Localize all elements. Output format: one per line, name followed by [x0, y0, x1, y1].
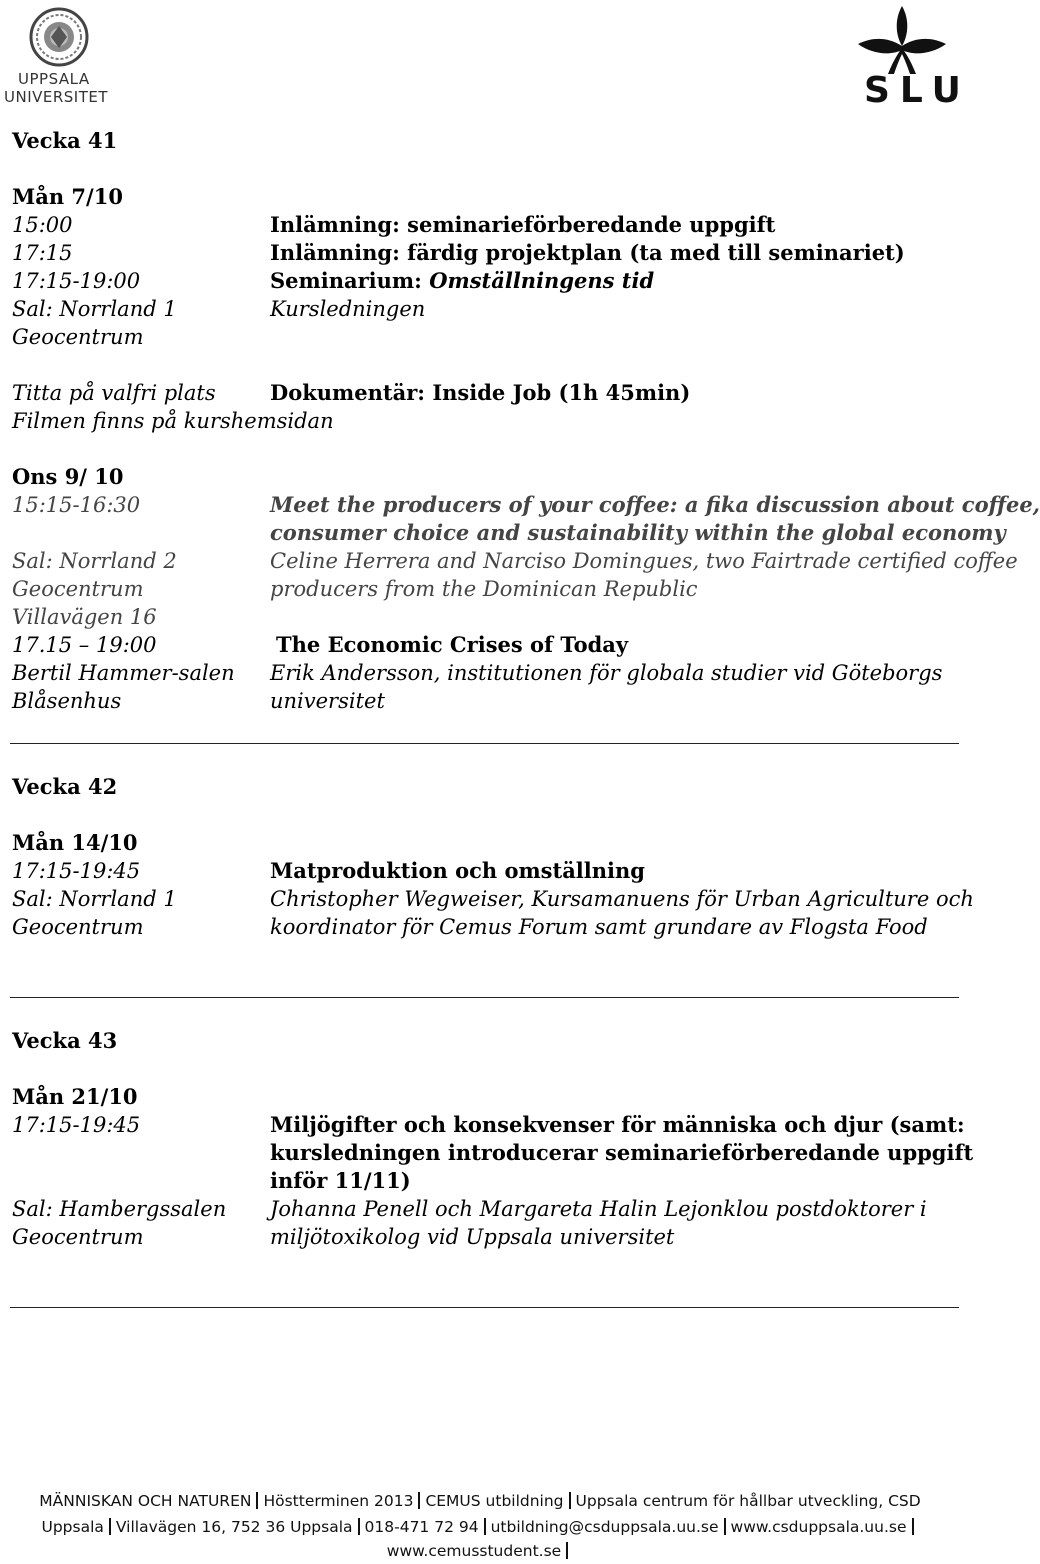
- footer-separator: [418, 1492, 420, 1509]
- week43-event-line3: inför 11/11): [270, 1168, 411, 1193]
- week41-place-2: Geocentrum: [12, 325, 144, 349]
- footer-separator: [358, 1518, 360, 1535]
- uu-logo-line2: UNIVERSITET: [4, 88, 109, 106]
- week43-day: Mån 21/10: [12, 1084, 138, 1109]
- week41-wed-place-3: Villavägen 16: [12, 605, 157, 629]
- slu-plant-icon: [852, 2, 952, 76]
- footer-separator: [724, 1518, 726, 1535]
- week43-title: Vecka 43: [12, 1028, 118, 1053]
- week41-film-note: Filmen finns på kurshemsidan: [12, 409, 334, 433]
- footer-course: MÄNNISKAN OCH NATUREN: [39, 1492, 252, 1510]
- footer-cemus: CEMUS utbildning: [425, 1492, 564, 1510]
- footer-address: Villavägen 16, 752 36 Uppsala: [115, 1518, 353, 1536]
- divider-week43: [10, 1307, 959, 1308]
- week41-wed-place-2: Geocentrum: [12, 577, 144, 601]
- week42-day: Mån 14/10: [12, 830, 138, 855]
- week42-event: Matproduktion och omställning: [270, 858, 645, 883]
- footer-phone: 018-471 72 94: [364, 1518, 479, 1536]
- footer-separator: [109, 1518, 111, 1535]
- footer-term: Höstterminen 2013: [263, 1492, 414, 1510]
- week42-speaker-line1: Christopher Wegweiser, Kursamanuens för Urban Agriculture och: [270, 887, 974, 911]
- footer-student-site-link[interactable]: www.cemusstudent.se: [386, 1542, 562, 1560]
- week41-wed-event-1-line2: consumer choice and sustainability within the global economy: [270, 520, 1006, 545]
- week41-event-3-prefix: Seminarium:: [270, 268, 430, 293]
- week41-event-3: [270, 267, 654, 295]
- week41-wed-speaker-2-line1: Erik Andersson, institutionen för globala studier vid Göteborgs: [270, 661, 943, 685]
- week42-place-1: Sal: Norrland 1: [12, 887, 177, 911]
- week41-wed-place-5: Blåsenhus: [12, 689, 122, 713]
- week41-event-3-title: Omställningens tid: [429, 268, 655, 293]
- week41-event-1: Inlämning: seminarieförberedande uppgift: [270, 212, 776, 237]
- week43-speakers-line2: miljötoxikolog vid Uppsala universitet: [270, 1225, 675, 1249]
- week41-time-1: 15:00: [12, 213, 73, 237]
- footer-separator: [566, 1542, 568, 1559]
- week41-wed-event-2: The Economic Crises of Today: [276, 632, 629, 657]
- week41-wed-time-1: 15:15-16:30: [12, 493, 141, 517]
- footer-city: Uppsala: [41, 1518, 104, 1536]
- week41-time-2: 17:15: [12, 241, 73, 265]
- week41-wed-day: Ons 9/ 10: [12, 464, 124, 489]
- slu-logo-text: SLU: [864, 70, 971, 111]
- week41-wed-speakers-1-line2: producers from the Dominican Republic: [270, 577, 698, 601]
- slu-logo: [852, 2, 971, 111]
- footer-email-link[interactable]: utbildning@csduppsala.uu.se: [490, 1518, 719, 1536]
- week42-place-2: Geocentrum: [12, 915, 144, 939]
- footer-separator: [256, 1492, 258, 1509]
- uppsala-university-logo: [4, 4, 110, 108]
- week41-film-event: Dokumentär: Inside Job (1h 45min): [270, 380, 691, 405]
- footer-csd: Uppsala centrum för hållbar utveckling, CSD: [575, 1492, 921, 1510]
- week41-wed-speaker-2-line2: universitet: [270, 689, 385, 713]
- week41-place-1: Sal: Norrland 1: [12, 297, 177, 321]
- week41-event-2: Inlämning: färdig projektplan (ta med till seminariet): [270, 240, 905, 265]
- uu-logo-line1: UPPSALA: [18, 70, 90, 88]
- footer-separator: [569, 1492, 571, 1509]
- week42-title: Vecka 42: [12, 774, 118, 799]
- week43-time: 17:15-19:45: [12, 1113, 141, 1137]
- week42-time: 17:15-19:45: [12, 859, 141, 883]
- week41-wed-event-1-line1: Meet the producers of your coffee: a fika discussion about coffee,: [270, 492, 1040, 517]
- week41-day: Mån 7/10: [12, 184, 123, 209]
- footer-line-2: [0, 1514, 960, 1540]
- university-seal-icon: [4, 4, 110, 70]
- week41-wed-place-1: Sal: Norrland 2: [12, 549, 177, 573]
- week43-place-1: Sal: Hambergssalen: [12, 1197, 227, 1221]
- footer-line-1: [0, 1488, 960, 1514]
- footer-separator: [484, 1518, 486, 1535]
- week43-event-line1: Miljögifter och konsekvenser för människa och djur (samt:: [270, 1112, 965, 1137]
- week43-place-2: Geocentrum: [12, 1225, 144, 1249]
- week41-wed-place-4: Bertil Hammer-salen: [12, 661, 235, 685]
- week41-film-place: Titta på valfri plats: [12, 381, 216, 405]
- divider-week42: [10, 997, 959, 998]
- week41-organizer: Kursledningen: [270, 297, 426, 321]
- week41-wed-time-2: 17.15 – 19:00: [12, 633, 157, 657]
- footer-website-link[interactable]: www.csduppsala.uu.se: [730, 1518, 907, 1536]
- week43-speakers-line1: Johanna Penell och Margareta Halin Lejonklou postdoktorer i: [270, 1197, 927, 1221]
- week43-event-line2: kursledningen introducerar seminarieförberedande uppgift: [270, 1140, 974, 1165]
- week41-wed-speakers-1-line1: Celine Herrera and Narciso Domingues, two Fairtrade certified coffee: [270, 549, 1018, 573]
- week41-title: Vecka 41: [12, 128, 118, 153]
- footer-separator: [912, 1518, 914, 1535]
- week42-speaker-line2: koordinator för Cemus Forum samt grundare av Flogsta Food: [270, 915, 928, 939]
- week41-time-3: 17:15-19:00: [12, 269, 141, 293]
- footer-line-3: [0, 1538, 960, 1564]
- divider-week41: [10, 743, 959, 744]
